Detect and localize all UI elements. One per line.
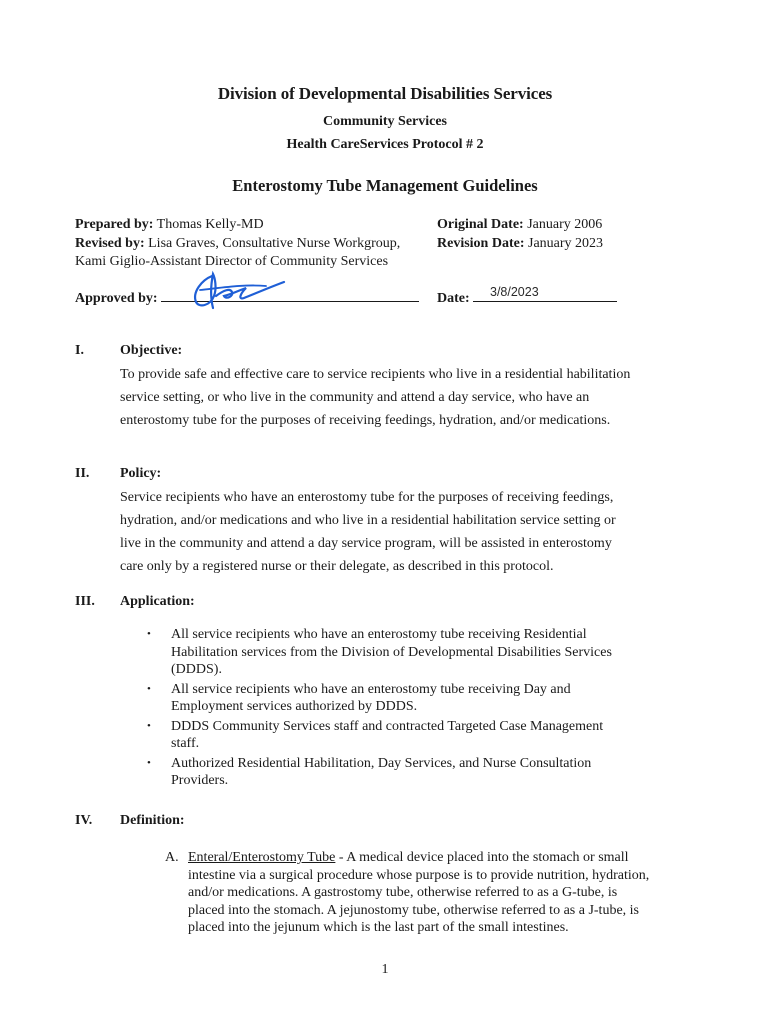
section-3-number: III.	[75, 594, 95, 609]
bullet: •	[147, 756, 151, 769]
date-label: Date:	[437, 291, 470, 306]
bullet: •	[147, 682, 151, 695]
section-2-number: II.	[75, 466, 90, 481]
policy-text: Service recipients who have an enterostomy tube for the purposes of receiving feedings, hydration, and/or medications and who live in a residential habilitation service setting or live in the community and attend a day service program, will be assisted in enterostomy care only by a registered nurse or their delegate, as described in this protocol.	[120, 490, 616, 574]
list-item: • All service recipients who have an enterostomy tube receiving Day and Employment services authorized by DDDS.	[147, 681, 571, 714]
section-1-title: Objective:	[120, 343, 183, 358]
date-value: 3/8/2023	[490, 285, 539, 299]
section-2-title: Policy:	[120, 466, 162, 481]
revised-line-2: Kami Giglio-Assistant Director of Community Services	[75, 254, 389, 269]
objective-text: To provide safe and effective care to service recipients who live in a residential habilitation service setting, or who live in the community and attend a day service, who have an enterostomy tube for the purposes of receiving feedings, hydration, and/or medications.	[120, 367, 631, 428]
meta-left	[75, 216, 435, 272]
division-title: Division of Developmental Disabilities Services	[217, 84, 553, 103]
section-1-number: I.	[75, 343, 84, 358]
list-item: • All service recipients who have an enterostomy tube receiving Residential Habilitation services from the Division of Developmental Disabilities Services (DDDS).	[147, 627, 612, 677]
original-date-line: Original Date: January 2006	[437, 217, 603, 232]
page-number: 1	[381, 962, 389, 977]
section-4-title: Definition:	[120, 813, 185, 828]
bullet: •	[147, 628, 151, 640]
unit-subtitle: Community Services	[322, 114, 448, 129]
signature-image	[180, 266, 290, 314]
revised-line: Revised by: Lisa Graves, Consultative Nurse Workgroup,	[75, 235, 401, 251]
bullet: •	[147, 719, 151, 732]
protocol-subtitle: Health CareServices Protocol # 2	[286, 137, 484, 152]
application-list	[147, 626, 707, 792]
meta-right	[437, 216, 737, 253]
revision-date-line: Revision Date: January 2023	[437, 235, 604, 251]
section-3-title: Application:	[120, 594, 195, 609]
document-title: Enterostomy Tube Management Guidelines	[232, 176, 538, 195]
definition-a-text: Enteral/Enterostomy Tube - A medical device placed into the stomach or small intestine via a surgical procedure whose purpose is to provide nutrition, hydration, and/or medications. A gastrostomy tube, otherwise referred to as a G-tube, is placed into the stomach. A jejunostomy tube, otherwise referred to as a J-tube, is placed into the jejunum which is the last part of the small intestines.	[188, 850, 650, 935]
definition-term: Enteral/Enterostomy Tube	[188, 850, 336, 865]
prepared-line: Prepared by: Thomas Kelly-MD	[75, 217, 264, 232]
list-item: • Authorized Residential Habilitation, Day Services, and Nurse Consultation Providers.	[147, 755, 592, 788]
definition-a-marker: A.	[165, 850, 179, 865]
list-item: • DDDS Community Services staff and contracted Targeted Case Management staff.	[147, 718, 604, 751]
section-4-number: IV.	[75, 813, 93, 828]
approved-label: Approved by:	[75, 291, 158, 306]
